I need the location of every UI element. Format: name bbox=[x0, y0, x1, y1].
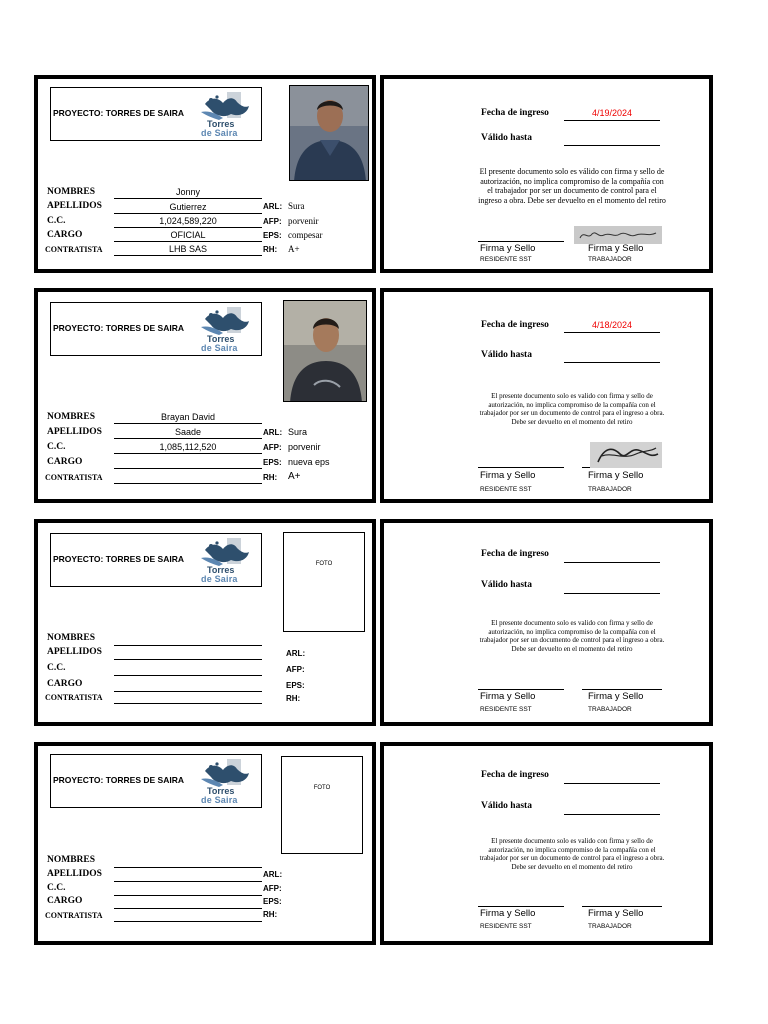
label-valido-hasta: Válido hasta bbox=[481, 133, 532, 143]
label-cc: C.C. bbox=[47, 216, 66, 226]
valido-hasta-line bbox=[564, 581, 660, 594]
label-cc: C.C. bbox=[47, 663, 66, 673]
signature-line-sst bbox=[478, 241, 564, 242]
logo-wordmark-bottom: de Saira bbox=[201, 795, 238, 805]
label-rh: RH: bbox=[263, 473, 278, 482]
value-afp: porvenir bbox=[288, 442, 321, 452]
signature-label-sst: Firma y Sello bbox=[480, 470, 536, 481]
signature-role-worker: TRABAJADOR bbox=[588, 256, 632, 263]
value-cc: 1,085,112,520 bbox=[114, 441, 262, 454]
signature-role-sst: RESIDENTE SST bbox=[480, 486, 532, 493]
value-contratista bbox=[114, 909, 262, 922]
signature-line-worker bbox=[582, 906, 662, 907]
label-rh: RH: bbox=[286, 694, 301, 703]
fecha-ingreso-line bbox=[564, 771, 660, 784]
project-header bbox=[50, 533, 262, 587]
signature-line-worker bbox=[582, 689, 662, 690]
label-cargo: CARGO bbox=[47, 679, 83, 689]
fecha-ingreso-line bbox=[564, 550, 660, 563]
id-card-back-1 bbox=[380, 75, 713, 273]
value-apellidos bbox=[114, 647, 262, 660]
id-card-back-2 bbox=[380, 288, 713, 503]
project-title: PROYECTO: TORRES DE SAIRA bbox=[53, 108, 184, 118]
label-afp: AFP: bbox=[263, 443, 282, 452]
signature-role-sst: RESIDENTE SST bbox=[480, 923, 532, 930]
label-cargo: CARGO bbox=[47, 230, 83, 240]
label-nombres: NOMBRES bbox=[47, 187, 96, 197]
label-valido-hasta: Válido hasta bbox=[481, 350, 532, 360]
value-fecha-ingreso: 4/19/2024 bbox=[591, 108, 633, 118]
label-eps: EPS: bbox=[263, 897, 282, 906]
label-eps: EPS: bbox=[263, 458, 282, 467]
value-cc bbox=[114, 883, 262, 896]
label-fecha-ingreso: Fecha de ingreso bbox=[481, 549, 549, 559]
label-apellidos: APELLIDOS bbox=[47, 647, 102, 657]
project-title: PROYECTO: TORRES DE SAIRA bbox=[53, 323, 184, 333]
label-cargo: CARGO bbox=[47, 896, 83, 906]
signature-label-worker: Firma y Sello bbox=[588, 908, 644, 919]
logo-wordmark-top: Torres bbox=[207, 786, 235, 796]
logo-wordmark-bottom: de Saira bbox=[201, 128, 238, 138]
label-contratista: CONTRATISTA bbox=[45, 245, 103, 254]
value-afp: porvenir bbox=[288, 216, 319, 226]
label-fecha-ingreso: Fecha de ingreso bbox=[481, 108, 549, 118]
label-eps: EPS: bbox=[263, 231, 282, 240]
project-header bbox=[50, 754, 262, 808]
handwritten-signature-icon bbox=[574, 226, 662, 244]
label-arl: ARL: bbox=[263, 870, 283, 879]
label-valido-hasta: Válido hasta bbox=[481, 580, 532, 590]
label-nombres: NOMBRES bbox=[47, 855, 96, 865]
value-cc: 1,024,589,220 bbox=[114, 215, 262, 228]
signature-line-sst bbox=[478, 906, 564, 907]
handwritten-signature-icon bbox=[590, 442, 662, 468]
value-nombres bbox=[114, 633, 262, 646]
label-eps: EPS: bbox=[286, 681, 305, 690]
valido-hasta-line bbox=[564, 350, 660, 363]
logo-wordmark-bottom: de Saira bbox=[201, 574, 238, 584]
disclaimer-text: El presente documento solo es valido con firma y sello de autorización, no implica compromiso de la compañía con el trabajador por ser un documento de control para el ingreso a obra. Debe ser devuelto en el momento del retiro bbox=[479, 837, 665, 871]
logo-wordmark-top: Torres bbox=[207, 334, 235, 344]
label-afp: AFP: bbox=[263, 884, 282, 893]
value-arl: Sura bbox=[288, 201, 305, 211]
label-contratista: CONTRATISTA bbox=[45, 911, 103, 920]
logo-wordmark-top: Torres bbox=[207, 565, 235, 575]
project-title: PROYECTO: TORRES DE SAIRA bbox=[53, 554, 184, 564]
label-fecha-ingreso: Fecha de ingreso bbox=[481, 770, 549, 780]
label-apellidos: APELLIDOS bbox=[47, 201, 102, 211]
photo-placeholder-label: FOTO bbox=[313, 785, 331, 791]
signature-role-sst: RESIDENTE SST bbox=[480, 256, 532, 263]
value-apellidos: Gutierrez bbox=[114, 201, 262, 214]
signature-label-worker: Firma y Sello bbox=[588, 691, 644, 702]
value-rh: A+ bbox=[288, 471, 301, 482]
label-fecha-ingreso: Fecha de ingreso bbox=[481, 320, 549, 330]
disclaimer-text: El presente documento solo es válido con firma y sello de autorización, no implica compromiso de la compañía con el trabajador por ser un documento de control para el ingreso a obra. Debe ser devuelto en el momento del retiro bbox=[478, 167, 666, 205]
value-cc bbox=[114, 663, 262, 676]
id-card-back-4 bbox=[380, 742, 713, 945]
label-apellidos: APELLIDOS bbox=[47, 869, 102, 879]
value-contratista: LHB SAS bbox=[114, 243, 262, 256]
value-eps: nueva eps bbox=[288, 457, 330, 467]
value-cargo bbox=[114, 456, 262, 469]
id-card-front-1 bbox=[34, 75, 376, 273]
label-nombres: NOMBRES bbox=[47, 412, 96, 422]
logo-wordmark-top: Torres bbox=[207, 119, 235, 129]
value-fecha-ingreso: 4/18/2024 bbox=[591, 320, 633, 330]
id-card-front-4 bbox=[34, 742, 376, 945]
signature-label-sst: Firma y Sello bbox=[480, 908, 536, 919]
label-nombres: NOMBRES bbox=[47, 633, 96, 643]
label-arl: ARL: bbox=[263, 202, 283, 211]
worker-photo bbox=[289, 85, 369, 181]
photo-placeholder-label: FOTO bbox=[315, 561, 333, 567]
label-cc: C.C. bbox=[47, 883, 66, 893]
id-card-front-2 bbox=[34, 288, 376, 503]
label-cargo: CARGO bbox=[47, 457, 83, 467]
signature-role-worker: TRABAJADOR bbox=[588, 706, 632, 713]
valido-hasta-line bbox=[564, 802, 660, 815]
valido-hasta-line bbox=[564, 133, 660, 146]
logo-wordmark-bottom: de Saira bbox=[201, 343, 238, 353]
disclaimer-text: El presente documento solo es valido con firma y sello de autorización, no implica compromiso de la compañía con el trabajador por ser un documento de control para el ingreso a obra. Debe ser devuelto en el momento del retiro bbox=[479, 392, 665, 426]
id-card-back-3 bbox=[380, 519, 713, 726]
value-cargo bbox=[114, 896, 262, 909]
value-apellidos bbox=[114, 869, 262, 882]
signature-line-sst bbox=[478, 689, 564, 690]
worker-photo bbox=[283, 300, 367, 402]
photo-placeholder bbox=[283, 532, 365, 632]
label-afp: AFP: bbox=[263, 217, 282, 226]
label-arl: ARL: bbox=[286, 649, 306, 658]
label-valido-hasta: Válido hasta bbox=[481, 801, 532, 811]
person-photo-icon bbox=[290, 86, 369, 181]
signature-label-worker: Firma y Sello bbox=[588, 470, 644, 481]
signature-label-sst: Firma y Sello bbox=[480, 691, 536, 702]
project-header bbox=[50, 302, 262, 356]
value-arl: Sura bbox=[288, 427, 308, 437]
label-contratista: CONTRATISTA bbox=[45, 473, 103, 482]
signature-label-sst: Firma y Sello bbox=[480, 243, 536, 254]
label-apellidos: APELLIDOS bbox=[47, 427, 102, 437]
value-nombres: Jonny bbox=[114, 186, 262, 199]
label-rh: RH: bbox=[263, 910, 278, 919]
signature-label-worker: Firma y Sello bbox=[588, 243, 644, 254]
photo-placeholder bbox=[281, 756, 363, 854]
signature-role-worker: TRABAJADOR bbox=[588, 923, 632, 930]
value-nombres: Brayan David bbox=[114, 411, 262, 424]
signature-line-sst bbox=[478, 467, 564, 468]
label-cc: C.C. bbox=[47, 442, 66, 452]
value-contratista bbox=[114, 691, 262, 704]
value-contratista bbox=[114, 471, 262, 484]
project-header bbox=[50, 87, 262, 141]
value-nombres bbox=[114, 855, 262, 868]
value-cargo: OFICIAL bbox=[114, 229, 262, 242]
project-title: PROYECTO: TORRES DE SAIRA bbox=[53, 775, 184, 785]
value-rh: A+ bbox=[288, 244, 300, 254]
person-photo-icon bbox=[284, 301, 367, 402]
label-afp: AFP: bbox=[286, 665, 305, 674]
label-contratista: CONTRATISTA bbox=[45, 693, 103, 702]
label-arl: ARL: bbox=[263, 428, 283, 437]
signature-role-worker: TRABAJADOR bbox=[588, 486, 632, 493]
label-rh: RH: bbox=[263, 245, 278, 254]
disclaimer-text: El presente documento solo es valido con firma y sello de autorización, no implica compromiso de la compañía con el trabajador por ser un documento de control para el ingreso a obra. Debe ser devuelto en el momento del retiro bbox=[479, 619, 665, 653]
value-eps: compesar bbox=[288, 230, 323, 240]
value-apellidos: Saade bbox=[114, 426, 262, 439]
id-card-front-3 bbox=[34, 519, 376, 726]
signature-role-sst: RESIDENTE SST bbox=[480, 706, 532, 713]
